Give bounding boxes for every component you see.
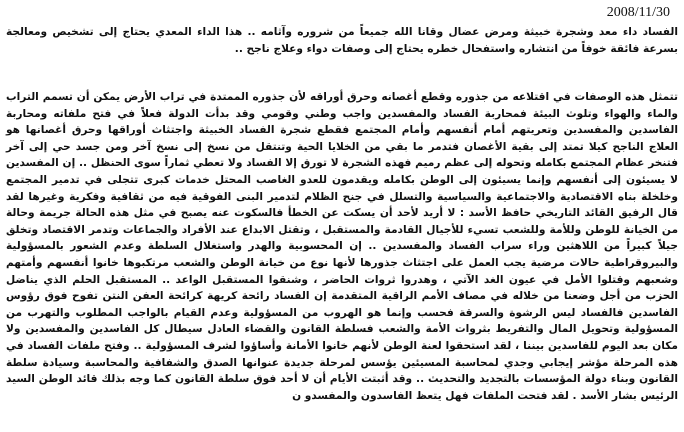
body-paragraph: تتمثل هذه الوصفات في اقتلاعه من جذوره وقطع أغصانه وحرق أوراقه لأن جذوره الممتدة في تراب الأرض يمكن أن تسمم التراب والماء والهواء وتلوث البيئة فمحاربة الفساد والمفسدين واجب وطني وقومي وقد بدأت الدولة فعلاً في فتح ملفاته ومحاربة الفاسدين والمفسدين وتعريتهم أمام أنفسهم وأمام المجتمع فقطع شجرة الفساد الخبيثة واجتثاث أوراقها وحرق أغصانها هو العلاج الناجح كيلا تمتد إلى بقية الأغصان فتدمر ما بقي من الخلايا الحية وتنتقل من نسخ إلى نسخ آخر ومن جسد حي إلى آخر فتنخر عظام المجتمع بكامله وتحوله إلى عظم رميم فهذه الشجرة لا تورق إلا الفساد ولا تعطي ثماراً سوى الحنظل .. إن المفسدين لا يسيئون إلى أنفسهم وإنما يسيئون إلى الوطن بكامله ويقدمون للعدو الغاصب المحتل خدمات كبرى تتجلى في تدمير المجتمع وخلخلة بناه الاقتصادية والاجتماعية والسياسية والتسلل في جنح الظلام لتدمير البنى الفوقية فيه من ثقافية وفكرية وغيرها لقد قال الرفيق القائد التاريخي حافظ الأسد : لا أريد لأحد أن يسكت عن الخطأ فالسكوت عنه يصبح في مثل هذه الحالة جريمة وحالة من الخيانة للوطن وللأمة وللشعب تسيء للأجيال القادمة والمستقبل ، وتقتل الابداع عند الأفراد والجماعات وتدمر الاقتصاد وتخلق جيلاً كبيراً من اللاهثين وراء سراب الفساد والمفسدين .. إن المحسوبية والهدر واستغلال السلطة وعدم الشعور بالمسؤولية والبيروقراطية حالات مرضية يجب العمل على اجتثاث جذورها لأنها نوع من خيانة الوطن والشعب مرتكبوها خانوا أنفسهم وأمتهم وشعبهم وقتلوا الأمل في عيون الغد الآتي ، وهدروا ثروات الحاضر ، وشنقوا المستقبل الواعد .. المستقبل الحلم الذي يناضل الحزب من أجل وضعنا من خلاله في مصاف الأمم الراقية المتقدمة إن الفساد رائحة كريهة كرائحة العفن النتن تفوح فوق رؤوس الفاسدين فالفساد ليس الرشوة والسرقة فحسب وإنما هو الهروب من المسؤولية وعدم القيام بالواجب المطلوب والتهرب من المسؤولية وتحويل المال والتفريط بثروات الأمة والشعب فسلطة القانون والقضاء العادل سيطال كل الفاسدين والمفسدين ولا مكان بعد اليوم للفاسدين بيننا ، لقد استحقوا لعنة الوطن لأنهم خانوا الأمانة وأساؤوا لشرف المسؤولية .. وفتح ملفات الفساد في هذه المرحلة مؤشر إيجابي وجدي لمحاسبة المسيئين يؤسس لمرحلة جديدة عنوانها الصدق والشفافية والمحاسبة وسيادة سلطة القانون وبناء دولة المؤسسات بالتجديد والتحديث .. وقد أثبتت الأيام أن لا أحد فوق سلطة القانون كما وجه بذلك قائد الوطن السيد الرئيس بشار الأسد . لقد فتحت الملفات فهل يتعظ الفاسدون والمفسدو ن xyxy=(6,91,678,402)
intro-paragraph: الفساد داء معد وشجرة خبيثة ومرض عضال وقانا الله جميعاً من شروره وآثامه .. هذا الداء المعدي يحتاج إلى تشخيص ومعالجة بسرعة فائقة خوفاً من انتشاره واستفحال خطره يحتاج إلى وصفات دواء وعلاج ناجح .. xyxy=(6,26,678,55)
article-date: 2008/11/30 xyxy=(606,5,670,20)
